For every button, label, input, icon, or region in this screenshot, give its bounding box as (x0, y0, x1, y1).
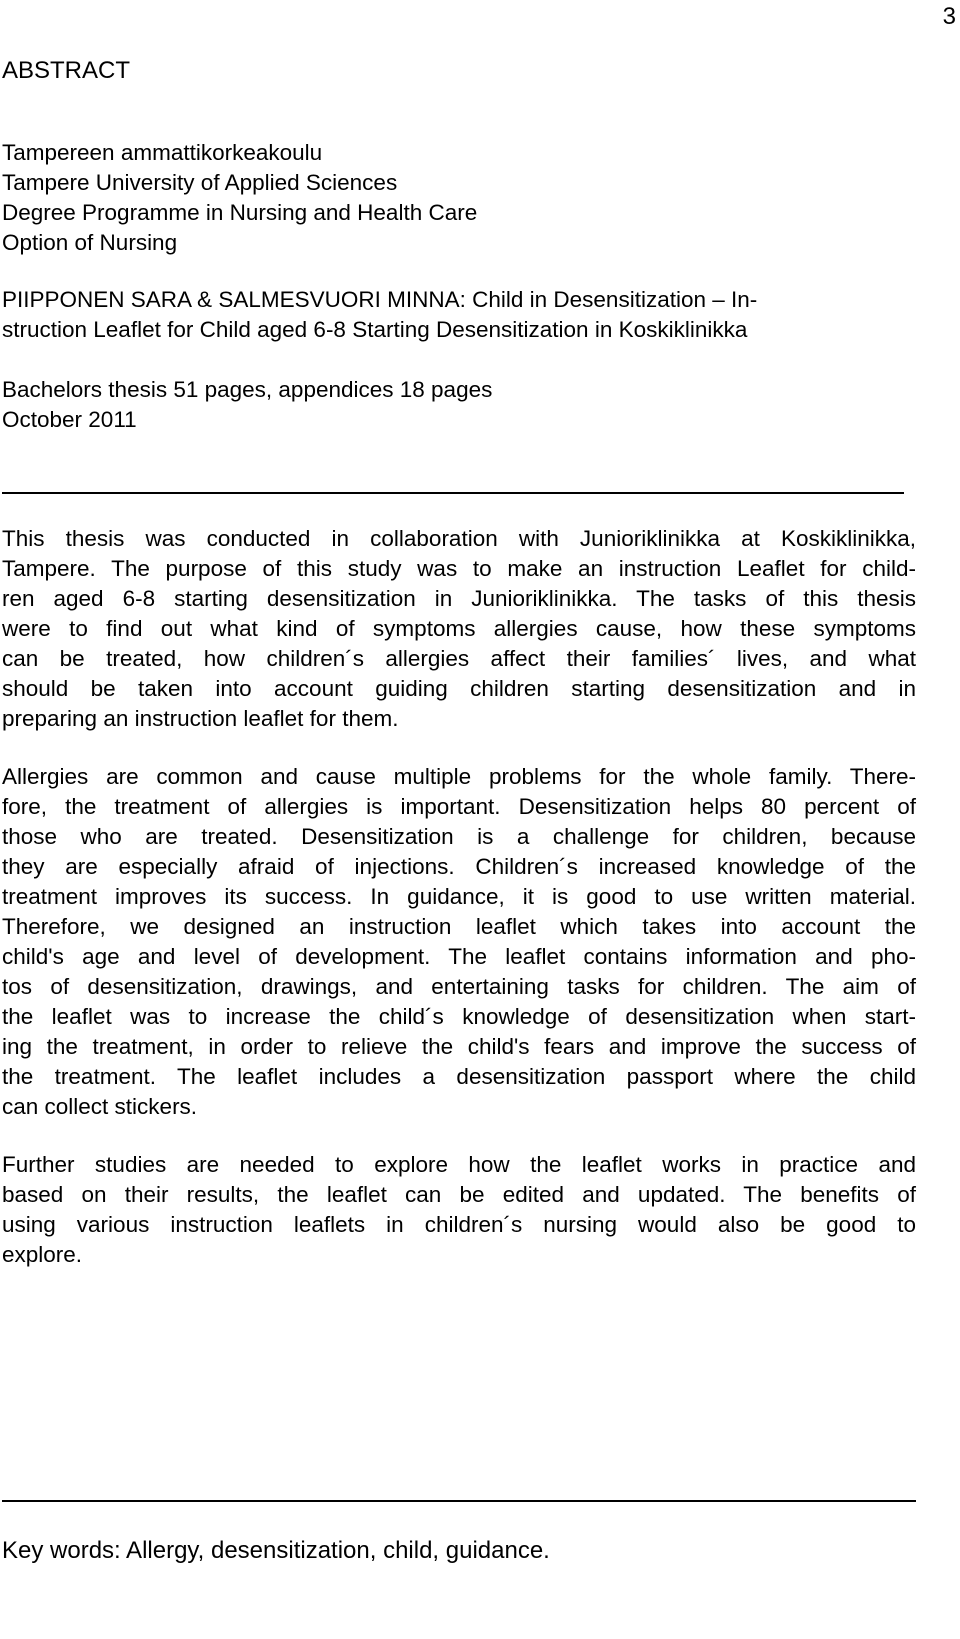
degree-programme-line: Degree Programme in Nursing and Health Care (2, 200, 478, 225)
thesis-title-line: struction Leaflet for Child aged 6-8 Starting Desensitization in Koskiklinikka (2, 317, 748, 342)
paragraph-line: child's age and level of development. The leaflet contains information and pho- (2, 944, 916, 969)
page-count-line: Bachelors thesis 51 pages, appendices 18 pages (2, 377, 493, 402)
institution-block (2, 138, 916, 258)
thesis-meta (2, 375, 916, 435)
institution-line-finnish: Tampereen ammattikorkeakoulu (2, 140, 323, 165)
page-number: 3 (942, 3, 956, 30)
paragraph-line: fore, the treatment of allergies is important. Desensitization helps 80 percent of (2, 794, 916, 819)
date-line: October 2011 (2, 407, 137, 432)
paragraph-line: preparing an instruction leaflet for them. (2, 706, 399, 731)
paragraph-line: Further studies are needed to explore how the leaflet works in practice and (2, 1152, 916, 1177)
thesis-title (2, 285, 916, 345)
paragraph-line: Tampere. The purpose of this study was to make an instruction Leaflet for child- (2, 556, 916, 581)
abstract-paragraph-3 (2, 1150, 916, 1270)
top-divider (2, 492, 904, 494)
paragraph-line: Therefore, we designed an instruction leaflet which takes into account the (2, 914, 916, 939)
abstract-heading: ABSTRACT (2, 57, 131, 84)
paragraph-line: they are especially afraid of injections. Children´s increased knowledge of the (2, 854, 916, 879)
paragraph-line: Allergies are common and cause multiple problems for the whole family. There- (2, 764, 916, 789)
paragraph-line: ren aged 6-8 starting desensitization in Junioriklinikka. The tasks of this thesis (2, 586, 916, 611)
paragraph-line: should be taken into account guiding children starting desensitization and in (2, 676, 916, 701)
abstract-paragraph-2 (2, 762, 916, 1122)
paragraph-line: ing the treatment, in order to relieve the child's fears and improve the success of (2, 1034, 916, 1059)
paragraph-line: were to find out what kind of symptoms allergies cause, how these symptoms (2, 616, 916, 641)
thesis-title-line: PIIPPONEN SARA & SALMESVUORI MINNA: Child in Desensitization – In- (2, 287, 758, 312)
bottom-divider (2, 1500, 916, 1502)
keywords-line: Key words: Allergy, desensitization, child, guidance. (2, 1537, 550, 1564)
paragraph-line: those who are treated. Desensitization is a challenge for children, because (2, 824, 916, 849)
paragraph-line: based on their results, the leaflet can be edited and updated. The benefits of (2, 1182, 916, 1207)
institution-line-english: Tampere University of Applied Sciences (2, 170, 398, 195)
abstract-paragraph-1 (2, 524, 916, 734)
paragraph-line: the leaflet was to increase the child´s knowledge of desensitization when start- (2, 1004, 916, 1029)
paragraph-line: This thesis was conducted in collaboration with Junioriklinikka at Koskiklinikka, (2, 526, 916, 551)
paragraph-line: explore. (2, 1242, 83, 1267)
option-line: Option of Nursing (2, 230, 178, 255)
paragraph-line: the treatment. The leaflet includes a desensitization passport where the child (2, 1064, 916, 1089)
paragraph-line: can be treated, how children´s allergies affect their families´ lives, and what (2, 646, 916, 671)
paragraph-line: can collect stickers. (2, 1094, 198, 1119)
paragraph-line: tos of desensitization, drawings, and entertaining tasks for children. The aim of (2, 974, 916, 999)
paragraph-line: using various instruction leaflets in children´s nursing would also be good to (2, 1212, 916, 1237)
paragraph-line: treatment improves its success. In guidance, it is good to use written material. (2, 884, 916, 909)
